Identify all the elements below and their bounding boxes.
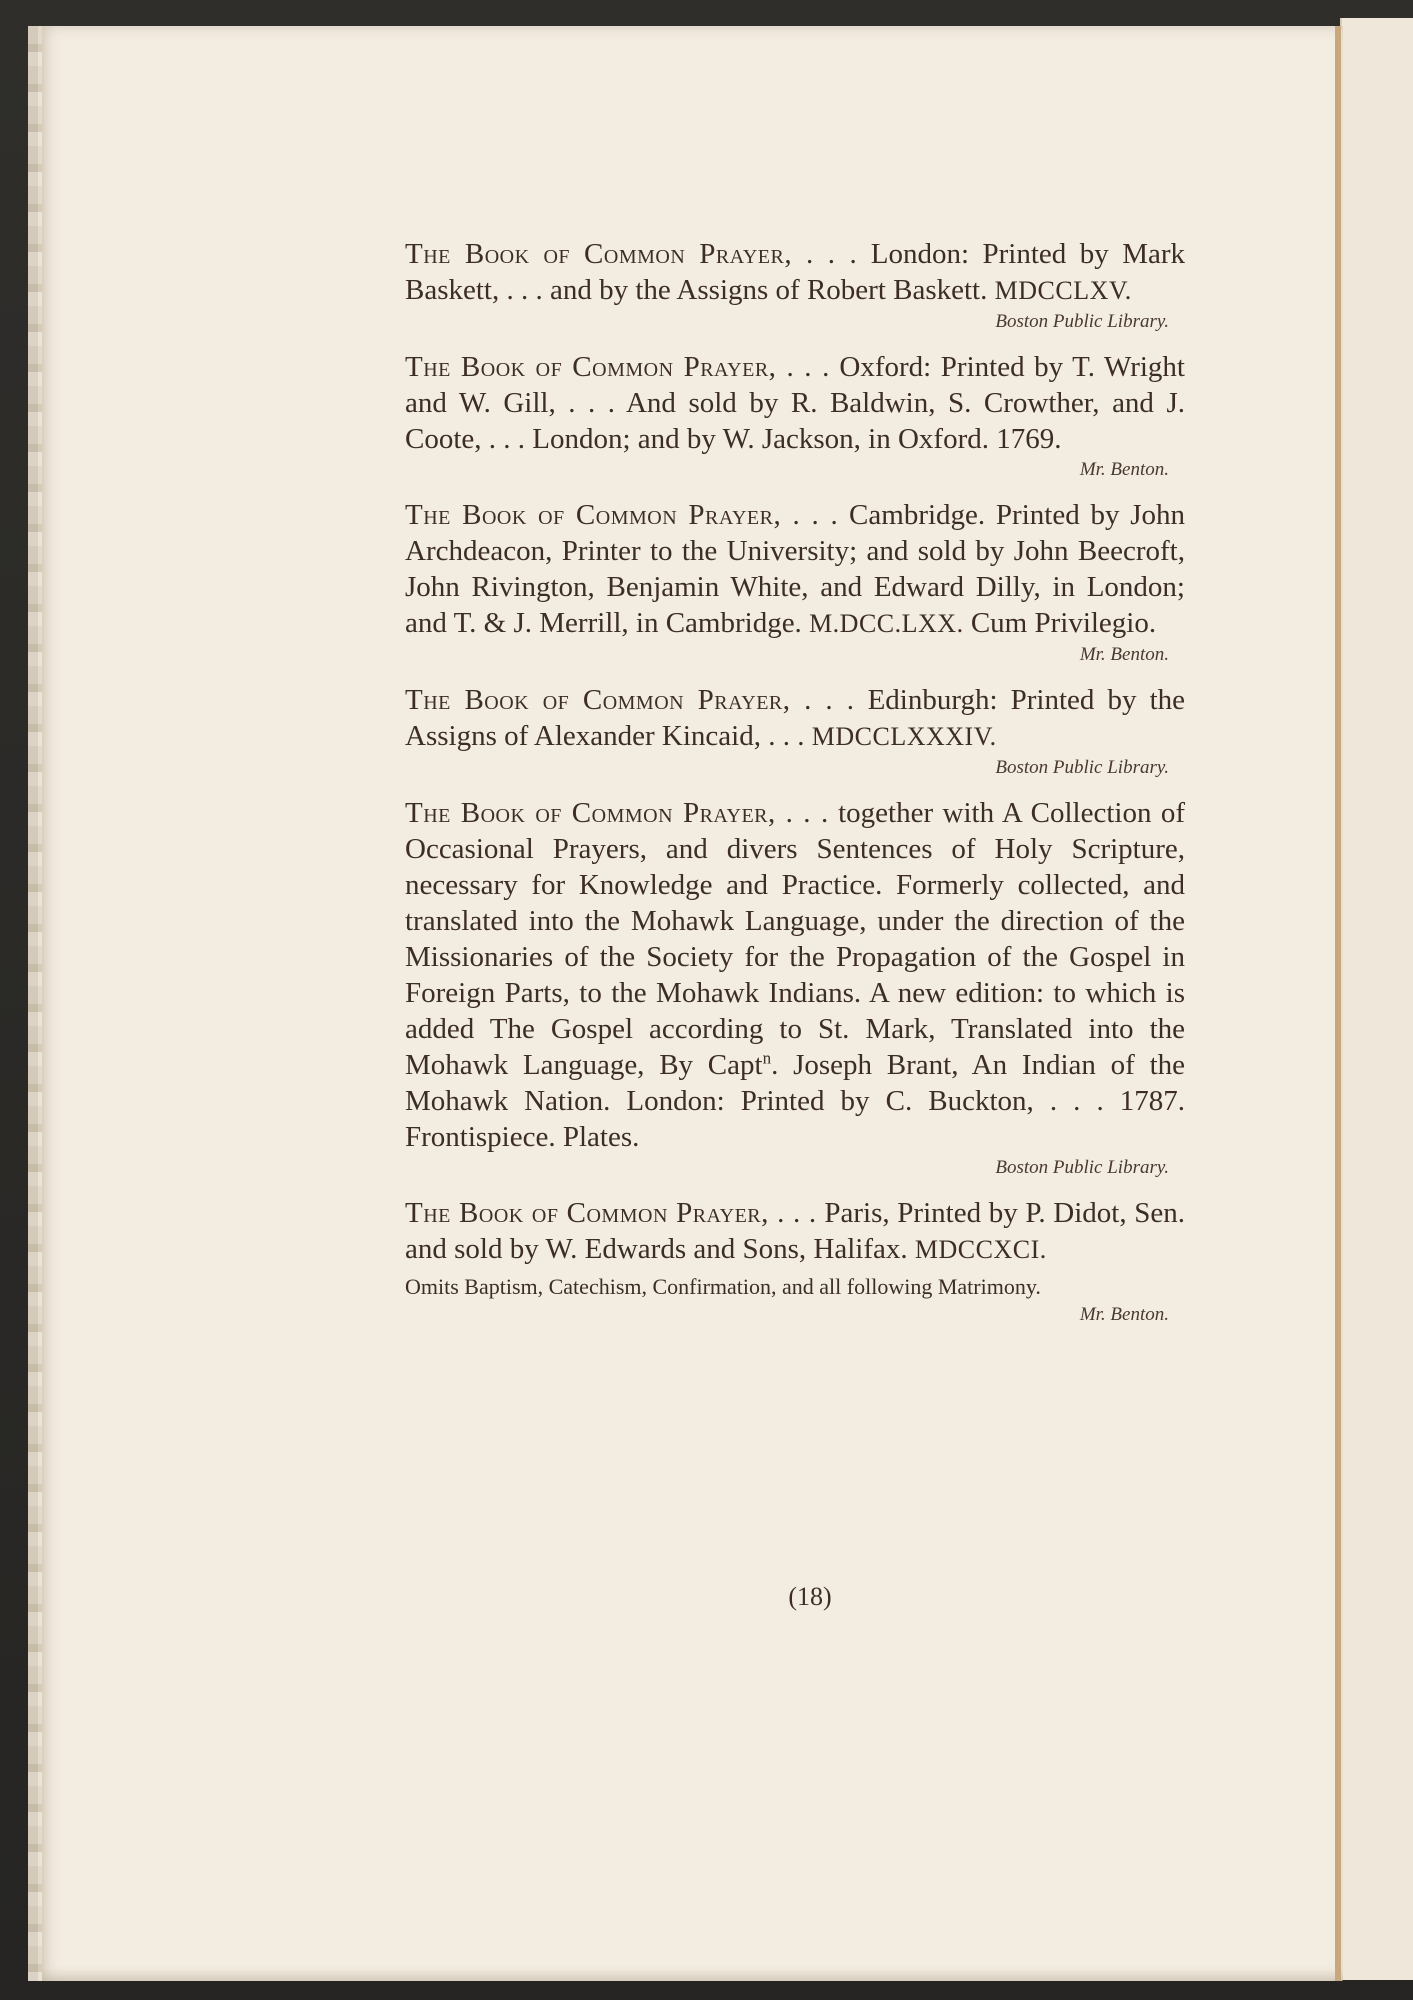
entry-holding: Mr. Benton. <box>1079 1304 1169 1325</box>
entry-imprint: London: Printed by Mark Baskett, . . . and by the Assigns of Robert Baskett. <box>405 238 1186 306</box>
entry-superscript: n <box>762 1048 772 1068</box>
entry-date: MDCCLXV. <box>994 276 1132 305</box>
entry-holding: Boston Public Library. <box>995 1157 1169 1178</box>
entry-date: MDCCXCI. <box>914 1235 1047 1264</box>
entry-title: The Book of Common Prayer, . . . <box>405 238 858 270</box>
entry-date: 1787. <box>1119 1085 1186 1117</box>
entry-text <box>405 236 1185 309</box>
bibliography-entry <box>405 349 1185 483</box>
entry-holding: Boston Public Library. <box>995 757 1169 778</box>
entry-text <box>405 795 1185 1155</box>
bibliography-entry <box>405 1195 1185 1328</box>
entry-text <box>405 497 1185 642</box>
entry-imprint: Paris, Printed by P. Didot, Sen. and sold by W. Edwards and Sons, Halifax. <box>405 1197 1186 1265</box>
entry-holding: Mr. Benton. <box>1079 644 1169 665</box>
facing-page-edge <box>1340 18 1413 1980</box>
entry-privilege: Cum Privilegio. <box>970 607 1157 639</box>
entry-imprint-continued: . Joseph Brant, An Indian of the Mohawk Nation. London: Printed by C. Buckton, . . . <box>405 1049 1186 1117</box>
bibliography-entry <box>405 236 1185 335</box>
entry-title: The Book of Common Prayer, . . . <box>405 684 855 716</box>
entry-imprint: Edinburgh: Printed by the Assigns of Alexander Kincaid, . . . <box>405 684 1185 752</box>
bibliography-entry <box>405 795 1185 1181</box>
bibliography-entry <box>405 682 1185 781</box>
entry-title: The Book of Common Prayer, . . . <box>405 797 829 829</box>
bibliography-list <box>405 236 1185 1342</box>
entry-holding: Mr. Benton. <box>1079 459 1169 480</box>
page-number: (18) <box>788 1582 832 1611</box>
entry-date: MDCCLXXXIV. <box>811 722 997 751</box>
entry-imprint: together with A Collection of Occasional Prayers, and divers Sentences of Holy Scripture, necessary for Knowledge and Practice. Formerly collected, and translated into the Mohawk Language, under the direction of the Missionaries of the Society for the Propagation of the Gospel in Foreign Parts, to the Mohawk Indians. A new edition: to which is added The Gospel according to St. Mark, Translated into the Mohawk Language, By Capt <box>405 797 1185 1081</box>
entry-title: The Book of Common Prayer, . . . <box>405 499 839 531</box>
entry-collation: Frontispiece. Plates. <box>405 1121 640 1153</box>
entry-date: M.DCC.LXX. <box>809 609 964 638</box>
entry-text <box>405 349 1185 457</box>
entry-text <box>405 1195 1185 1268</box>
entry-imprint: Oxford: Printed by T. Wright and W. Gill, . . . And sold by R. Baldwin, S. Crowther, and J. Coote, . . . London; and by W. Jackson, in Oxford. <box>405 351 1185 455</box>
entry-text <box>405 682 1185 755</box>
bibliography-entry <box>405 497 1185 668</box>
entry-title: The Book of Common Prayer, . . . <box>405 351 830 383</box>
entry-title: The Book of Common Prayer, . . . <box>405 1197 817 1229</box>
entry-date: 1769. <box>996 423 1062 455</box>
entry-holding: Boston Public Library. <box>995 311 1169 332</box>
entry-imprint: Cambridge. Printed by John Archdeacon, Printer to the University; and sold by John Beecroft, John Rivington, Benjamin White, and Edward Dilly, in London; and T. & J. Merrill, in Cambridge. <box>405 499 1185 639</box>
entry-note: Omits Baptism, Catechism, Confirmation, and all following Matrimony. <box>405 1274 1041 1299</box>
page-gutter-edge <box>1335 26 1341 1981</box>
